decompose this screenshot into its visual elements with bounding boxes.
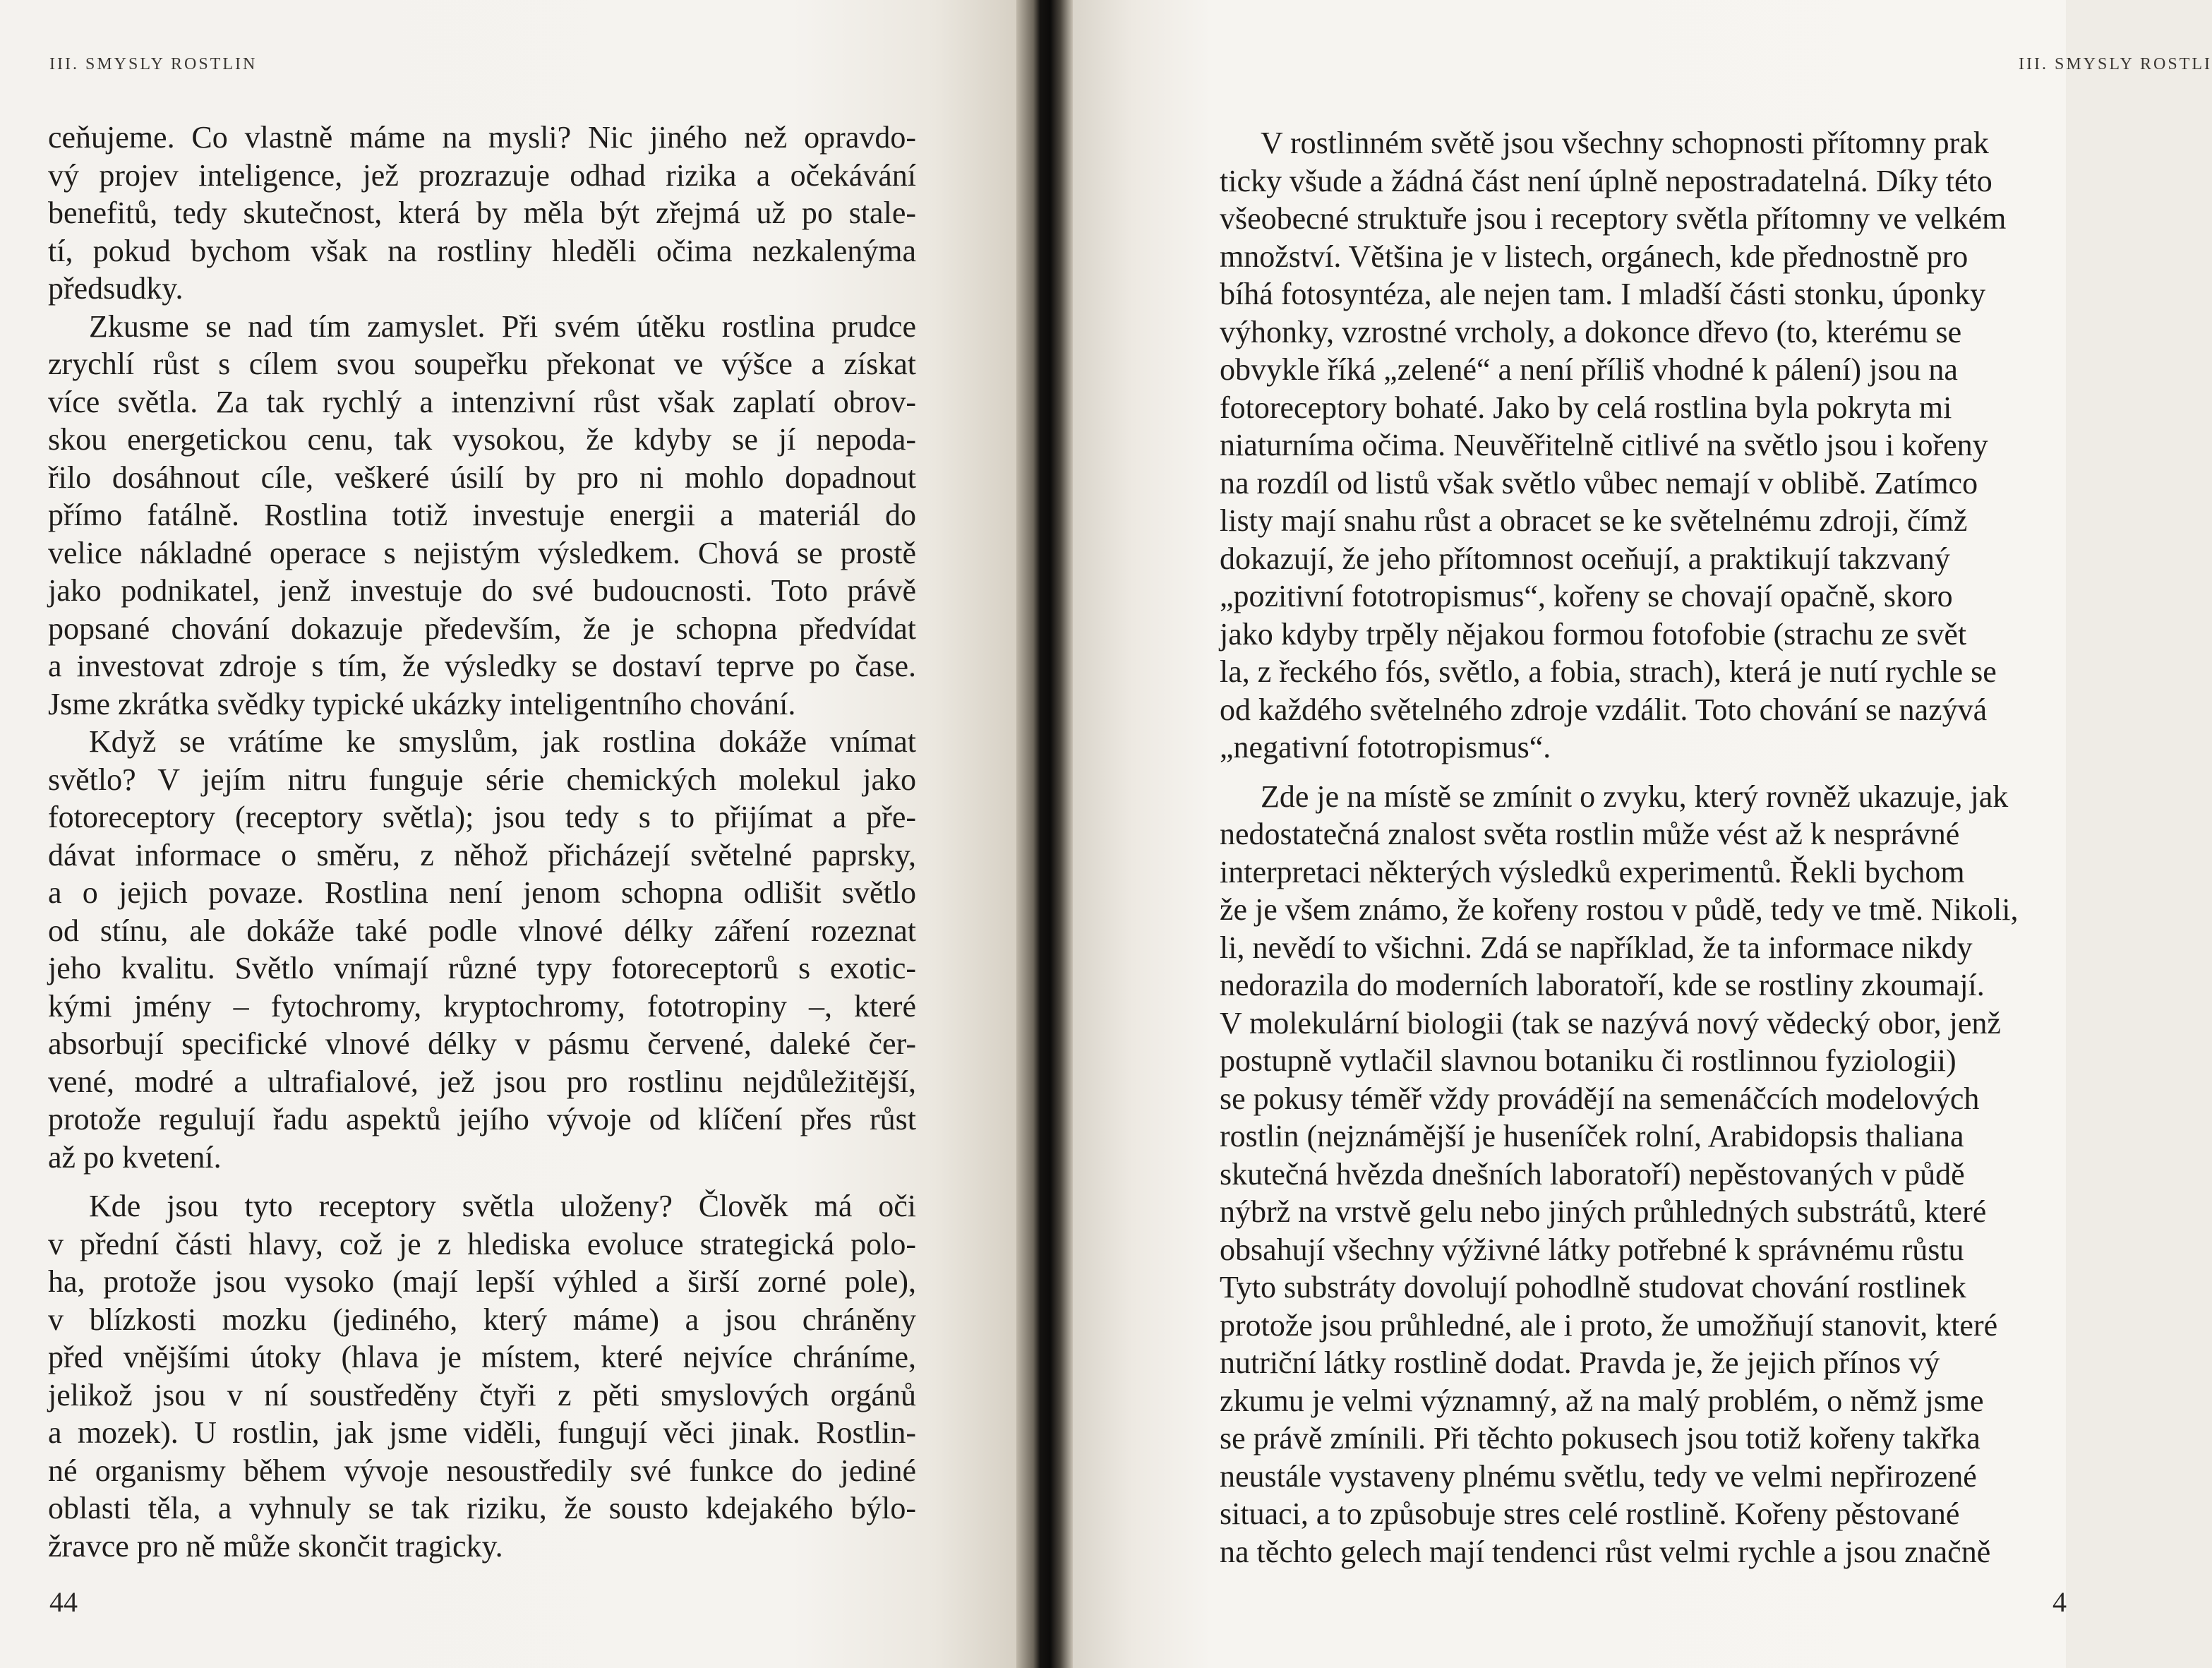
text-line: obvykle říká „zelené“ a není příliš vhodné k pálení) jsou na: [1220, 352, 1958, 387]
text-line: protože regulují řadu aspektů jejího vývoje od klíčení přes růst: [48, 1102, 916, 1136]
text-line: V rostlinném světě jsou všechny schopnosti přítomny prak: [1261, 126, 1989, 160]
text-line: „negativní fototropismus“.: [1220, 730, 1551, 764]
text-line: od stínu, ale dokáže také podle vlnové délky záření rozeznat: [48, 913, 916, 948]
text-line: v přední části hlavy, což je z hlediska evoluce strategická polo-: [48, 1226, 916, 1261]
text-line: dávat informace o směru, z něhož přicházejí světelné paprsky,: [48, 837, 916, 872]
text-line: benefitů, tedy skutečnost, která by měla být zřejmá už po stale-: [48, 196, 916, 230]
text-line: fotoreceptory (receptory světla); jsou tedy s to přijímat a pře-: [48, 800, 916, 834]
text-line: před vnějšími útoky (hlava je místem, které nejvíce chráníme,: [48, 1340, 916, 1374]
text-line: že je všem známo, že kořeny rostou v půdě, tedy ve tmě. Nikoli,: [1220, 892, 2019, 927]
text-line: Tyto substráty dovolují pohodlně studovat chování rostlinek: [1220, 1270, 1966, 1304]
text-line: nutriční látky rostlině dodat. Pravda je, že jejich přínos vý: [1220, 1345, 1940, 1380]
text-line: všeobecné struktuře jsou i receptory světla přítomny ve velkém: [1220, 201, 2007, 236]
text-line: ha, protože jsou vysoko (mají lepší výhled a širší zorné pole),: [48, 1264, 916, 1299]
text-line: oblasti těla, a vyhnuly se tak riziku, že sousto kdejakého býlo-: [48, 1491, 916, 1525]
page-number-right: 4: [2052, 1586, 2067, 1618]
text-line: interpretaci některých výsledků experimentů. Řekli bychom: [1220, 854, 1965, 889]
text-line: niaturníma očima. Neuvěřitelně citlivé na světlo jsou i kořeny: [1220, 428, 1988, 462]
text-line: velice nákladné operace s nejistým výsledkem. Chová se prostě: [48, 535, 916, 570]
text-line: kými jmény – fytochromy, kryptochromy, fototropiny –, které: [48, 988, 916, 1024]
text-line: jelikož jsou v ní soustředěny čtyři z pěti smyslových orgánů: [48, 1377, 916, 1412]
text-line: jako kdyby trpěly nějakou formou fotofobie (strachu ze svět: [1220, 616, 1967, 652]
text-line: rostlin (nejznámější je huseníček rolní, Arabidopsis thaliana: [1220, 1119, 1964, 1153]
text-line: listy mají snahu růst a obracet se ke světelnému zdroji, čímž: [1220, 503, 1968, 538]
book-gutter: [1016, 0, 1073, 1668]
text-line: Zkusme se nad tím zamyslet. Při svém útěku rostlina prudce: [89, 308, 916, 344]
text-line: situaci, a to způsobuje stres celé rostlině. Kořeny pěstované: [1220, 1496, 1960, 1531]
right-page: [1073, 0, 2212, 1668]
text-line: postupně vytlačil slavnou botaniku či rostlinnou fyziologii): [1220, 1043, 1956, 1078]
text-line: nedorazila do moderních laboratoří, kde se rostliny zkoumají.: [1220, 968, 1985, 1002]
text-line: absorbují specifické vlnové délky v pásmu červené, daleké čer-: [48, 1026, 916, 1061]
text-line: řilo dosáhnout cíle, veškeré úsilí by pro ni mohlo dopadnout: [48, 460, 916, 495]
text-line: a investovat zdroje s tím, že výsledky se dostaví teprve po čase.: [48, 649, 916, 683]
text-line: fotoreceptory bohaté. Jako by celá rostlina byla pokryta mi: [1220, 390, 1952, 425]
text-line: la, z řeckého fós, světlo, a fobia, strach), která je nutí rychle se: [1220, 654, 1997, 689]
text-line: na rozdíl od listů však světlo vůbec nemají v oblibě. Zatímco: [1220, 465, 1978, 500]
text-line: výhonky, vzrostné vrcholy, a dokonce dřevo (to, kterému se: [1220, 314, 1962, 349]
text-line: a mozek). U rostlin, jak jsme viděli, fungují věci jinak. Rostlin-: [48, 1415, 916, 1450]
text-line: V molekulární biologii (tak se nazývá nový vědecký obor, jenž: [1220, 1005, 2001, 1040]
text-line: jeho kvalitu. Světlo vnímají různé typy fotoreceptorů s exotic-: [48, 951, 916, 985]
text-line: Když se vrátíme ke smyslům, jak rostlina dokáže vnímat: [89, 724, 916, 759]
text-line: bíhá fotosyntéza, ale nejen tam. I mladší části stonku, úponky: [1220, 277, 1986, 311]
text-line: „pozitivní fototropismus“, kořeny se chovají opačně, skoro: [1220, 579, 1953, 613]
text-line: zrychlí růst s cílem svou soupeřku překonat ve výšce a získat: [48, 347, 916, 381]
text-line: tí, pokud bychom však na rostliny hleděli očima nezkalenýma: [48, 233, 916, 268]
text-line: obsahují všechny výživné látky potřebné k správnému růstu: [1220, 1232, 1964, 1267]
text-line: a o jejich povaze. Rostlina není jenom schopna odlišit světlo: [48, 875, 916, 910]
text-line: více světla. Za tak rychlý a intenzivní růst však zaplatí obrov-: [48, 384, 916, 419]
text-line: vý projev inteligence, jež prozrazuje odhad rizika a očekávání: [48, 157, 916, 193]
text-line: li, nevědí to všichni. Zdá se například, že ta informace nikdy: [1220, 930, 1973, 965]
text-line: popsané chování dokazuje především, že je schopna předvídat: [48, 611, 916, 646]
text-line: Jsme zkrátka svědky typické ukázky inteligentního chování.: [48, 686, 796, 721]
left-page: [0, 0, 1016, 1668]
text-line: nedostatečná znalost světa rostlin může vést až k nesprávné: [1220, 817, 1960, 851]
left-page-text: [48, 119, 916, 1565]
text-line: množství. Většina je v listech, orgánech, kde přednostně pro: [1220, 239, 1968, 274]
page-number-left: 44: [49, 1586, 78, 1618]
text-line: světlo? V jejím nitru funguje série chemických molekul jako: [48, 762, 916, 797]
text-line: na těchto gelech mají tendenci růst velmi rychle a jsou značně: [1220, 1534, 1991, 1569]
text-line: neustále vystaveny plnému světlu, tedy ve velmi nepřirozené: [1220, 1458, 1977, 1494]
text-line: né organismy během vývoje nesoustředily své funkce do jediné: [48, 1453, 916, 1488]
text-line: až po kvetení.: [48, 1139, 222, 1175]
running-head-right: III. SMYSLY ROSTLI: [2019, 55, 2212, 73]
text-line: zkumu je velmi významný, až na malý problém, o němž jsme: [1220, 1383, 1984, 1418]
text-line: od každého světelného zdroje vzdálit. Toto chování se nazývá: [1220, 692, 1988, 727]
text-line: skutečná hvězda dnešních laboratoří) nepěstovaných v půdě: [1220, 1156, 1965, 1192]
text-line: Zde je na místě se zmínit o zvyku, který rovněž ukazuje, jak: [1261, 779, 2009, 814]
text-line: nýbrž na vrstvě gelu nebo jiných průhledných substrátů, které: [1220, 1194, 1987, 1229]
text-line: jako podnikatel, jenž investuje do své budoucnosti. Toto právě: [48, 573, 916, 608]
text-line: protože jsou průhledné, ale i proto, že umožňují stanovit, které: [1220, 1307, 1998, 1343]
text-line: se právě zmínili. Při těchto pokusech jsou totiž kořeny takřka: [1220, 1421, 1980, 1456]
text-line: se pokusy téměř vždy provádějí na semenáčcích modelových: [1220, 1081, 1980, 1116]
text-line: ticky všude a žádná část není úplně nepostradatelná. Díky této: [1220, 163, 1992, 198]
text-line: vené, modré a ultrafialové, jež jsou pro rostlinu nejdůležitější,: [48, 1064, 916, 1099]
text-line: Kde jsou tyto receptory světla uloženy? Člověk má oči: [89, 1189, 916, 1223]
text-line: předsudky.: [48, 271, 184, 306]
text-line: žravce pro ně může skončit tragicky.: [48, 1528, 503, 1564]
text-line: ceňujeme. Co vlastně máme na mysli? Nic jiného než opravdo-: [48, 120, 916, 155]
running-head-left: III. SMYSLY ROSTLIN: [49, 55, 258, 73]
right-page-text: [1220, 124, 2137, 1571]
text-line: přímo fatálně. Rostlina totiž investuje energii a materiál do: [48, 498, 916, 532]
text-line: dokazují, že jeho přítomnost oceňují, a praktikují takzvaný: [1220, 541, 1950, 576]
text-line: v blízkosti mozku (jediného, který máme) a jsou chráněny: [48, 1302, 916, 1337]
text-line: skou energetickou cenu, tak vysokou, že kdyby se jí nepoda-: [48, 422, 916, 457]
